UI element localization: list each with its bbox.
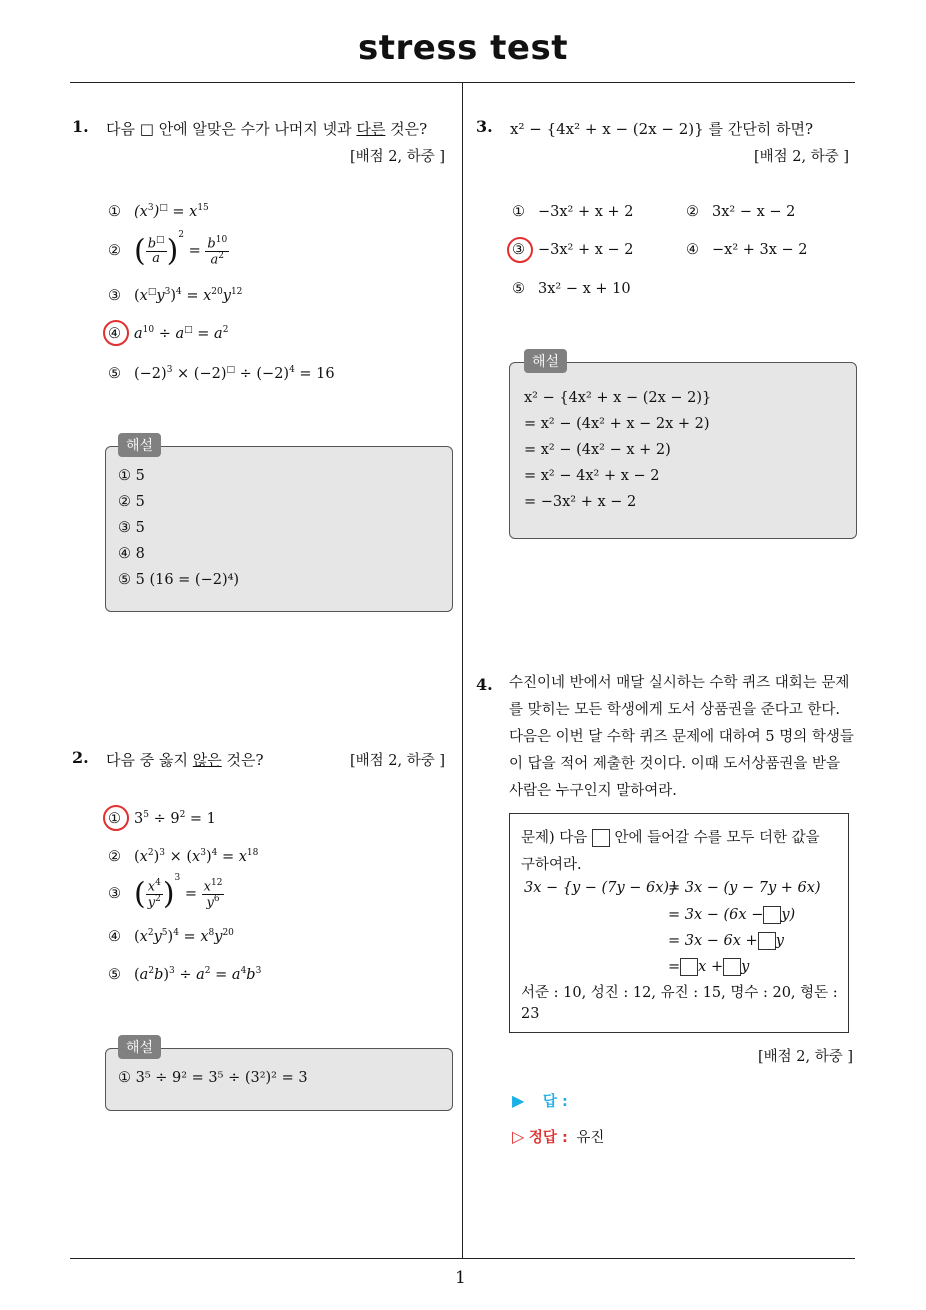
blank-square xyxy=(680,958,698,976)
play-outline-icon: ▷ xyxy=(512,1127,525,1146)
question-4-score: [배점 2, 하중 ] xyxy=(758,1049,854,1065)
q4-answers-line-2: 23 xyxy=(521,1006,540,1022)
q2-option-1-num: ① xyxy=(108,810,121,827)
q3-solution-tag: 해설 xyxy=(524,349,567,373)
question-4-line-5: 사람은 누구인지 말하여라. xyxy=(509,783,677,799)
question-2-text-underlined: 않은 xyxy=(192,751,222,769)
question-1-score: [배점 2, 하중 ] xyxy=(350,149,446,165)
q3-solution-line-2: = x² − (4x² + x − 2x + 2) xyxy=(524,416,710,432)
q4-answers-line-1: 서준 : 10, 성진 : 12, 유진 : 15, 명수 : 20, 형돈 : xyxy=(521,985,838,1001)
q3-option-1-num: ① xyxy=(512,204,525,220)
q3-option-2[interactable] xyxy=(686,204,795,220)
q4-eq1-right: = 3x − (y − 7y + 6x) xyxy=(668,880,821,896)
page-number: 1 xyxy=(455,1268,466,1288)
q1-solution-tag: 해설 xyxy=(118,433,161,457)
q1-option-2-num: ② xyxy=(108,243,121,259)
q1-option-4-num: ④ xyxy=(108,325,121,342)
q3-option-3-text: −3x² + x − 2 xyxy=(538,242,634,258)
q2-option-2[interactable]: ② $(x^2)^3 \times (x^3)^4 = x^{18}$ xyxy=(108,848,259,865)
q2-solution-line-1: ① 3⁵ ÷ 9² = 3⁵ ÷ (3²)² = 3 xyxy=(118,1070,308,1086)
q1-option-2[interactable]: ② ( $\frac{b^□}{a}$ )$^2$ = $\frac{b^{10}}{a^2}$ xyxy=(108,230,228,269)
q3-option-1-text: −3x² + x + 2 xyxy=(538,204,634,220)
blank-square xyxy=(758,932,776,950)
question-1-text xyxy=(106,118,427,139)
q1-option-1-num: ① xyxy=(108,203,121,220)
question-4-line-3: 다음은 이번 달 수학 퀴즈 문제에 대하여 5 명의 학생들 xyxy=(509,729,854,745)
play-filled-icon: ▶ xyxy=(512,1091,525,1110)
q3-option-5-num: ⑤ xyxy=(512,281,525,297)
question-4-line-1: 수진이네 반에서 매달 실시하는 수학 퀴즈 대회는 문제 xyxy=(509,675,850,691)
q1-option-3-num: ③ xyxy=(108,287,121,304)
question-2-text xyxy=(106,749,264,770)
q3-option-4-num: ④ xyxy=(686,242,699,258)
q2-marked-answer-circle xyxy=(103,805,129,831)
q4-eq4-c: y xyxy=(741,959,750,975)
q4-problem-line-1 xyxy=(521,826,820,847)
q4-eq3 xyxy=(668,932,784,950)
question-3-text: x² − {4x² + x − (2x − 2)} 를 간단히 하면? xyxy=(510,120,813,138)
question-1-text-underlined: 다른 xyxy=(356,120,386,138)
q1-option-1[interactable]: ① $(x^3)^□ = x^{15}$ xyxy=(108,203,209,220)
q2-option-4[interactable]: ④ $(x^2y^5)^4 = x^8y^{20}$ xyxy=(108,928,234,945)
q4-eq3-b: y xyxy=(775,933,784,949)
q4-eq2 xyxy=(668,906,795,924)
question-4-line-2: 를 맞히는 모든 학생에게 도서 상품권을 준다고 한다. xyxy=(509,702,841,718)
question-1-text-before: 다음 □ 안에 알맞은 수가 나머지 넷과 xyxy=(106,120,357,138)
q4-eq4-b: x + xyxy=(698,959,724,975)
question-1-number: 1. xyxy=(72,117,89,136)
q4-problem-line-2: 구하여라. xyxy=(521,857,582,873)
q1-option-5-num: ⑤ xyxy=(108,365,121,382)
blank-square xyxy=(763,906,781,924)
q4-eq4-a: = xyxy=(668,959,681,975)
blank-square xyxy=(592,829,610,847)
q4-eq3-a: = 3x − 6x + xyxy=(668,933,758,949)
q1-option-5[interactable]: ⑤ $(-2)^3 \times (-2)^□ \div (-2)^4 = 16$ xyxy=(108,365,335,382)
q3-marked-answer-circle xyxy=(507,237,533,263)
q3-option-5-text: 3x² − x + 10 xyxy=(538,281,631,297)
question-2-number: 2. xyxy=(72,748,89,767)
q4-eq1-left: 3x − {y − (7y − 6x)} xyxy=(524,880,679,896)
q2-option-4-num: ④ xyxy=(108,928,121,945)
q1-solution-line-1: ① 5 xyxy=(118,468,145,484)
q3-option-3-num: ③ xyxy=(512,242,525,258)
q4-eq2-b: y) xyxy=(781,907,796,923)
q1-option-3[interactable]: ③ $(x^□y^3)^4 = x^{20}y^{12}$ xyxy=(108,287,243,304)
q1-marked-answer-circle xyxy=(103,320,129,346)
q1-solution-line-4: ④ 8 xyxy=(118,546,145,562)
q4-problem-line-1b: 안에 들어갈 수를 모두 더한 값을 xyxy=(614,830,820,846)
question-1-text-after: 것은? xyxy=(385,120,428,138)
q1-solution-line-3: ③ 5 xyxy=(118,520,145,536)
q2-option-5-num: ⑤ xyxy=(108,966,121,983)
q4-answer-row xyxy=(512,1090,568,1111)
q3-solution-line-1: x² − {4x² + x − (2x − 2)} xyxy=(524,390,712,406)
question-2-text-after: 것은? xyxy=(221,751,264,769)
question-3-score: [배점 2, 하중 ] xyxy=(754,149,850,165)
q2-solution-tag: 해설 xyxy=(118,1035,161,1059)
q4-eq4 xyxy=(668,958,749,976)
question-4-number: 4. xyxy=(476,675,493,694)
question-2-score: [배점 2, 하중 ] xyxy=(350,753,446,769)
q3-option-4[interactable] xyxy=(686,242,808,258)
column-divider xyxy=(462,82,463,1258)
blank-square xyxy=(723,958,741,976)
q1-solution-line-2: ② 5 xyxy=(118,494,145,510)
footer-divider xyxy=(70,1258,855,1259)
q3-option-5[interactable] xyxy=(512,281,631,297)
question-4-line-4: 이 답을 적어 제출한 것이다. 이때 도서상품권을 받을 xyxy=(509,756,841,772)
q3-option-2-text: 3x² − x − 2 xyxy=(712,204,796,220)
q2-option-2-num: ② xyxy=(108,848,121,865)
q4-problem-line-1a: 문제) 다음 xyxy=(521,830,588,846)
q4-eq2-a: = 3x − (6x − xyxy=(668,907,764,923)
q1-option-4[interactable]: ④ $a^{10} \div a^□ = a^2$ xyxy=(108,325,229,342)
q3-option-1[interactable] xyxy=(512,204,634,220)
q2-option-1[interactable]: ① $3^5 \div 9^2 = 1$ xyxy=(108,810,216,827)
question-4-text xyxy=(509,670,857,805)
q4-answer-label: 답 : xyxy=(542,1094,568,1110)
q3-solution-line-5: = −3x² + x − 2 xyxy=(524,494,637,510)
question-2-text-before: 다음 중 옳지 xyxy=(106,751,193,769)
q3-solution-line-4: = x² − 4x² + x − 2 xyxy=(524,468,660,484)
q3-solution-line-3: = x² − (4x² − x + 2) xyxy=(524,442,671,458)
q2-option-3-num: ③ xyxy=(108,886,121,902)
q2-option-5[interactable]: ⑤ $(a^2b)^3 \div a^2 = a^4b^3$ xyxy=(108,966,262,983)
q1-solution-line-5: ⑤ 5 (16 = (−2)⁴) xyxy=(118,572,240,588)
q4-correct-value: 유진 xyxy=(576,1130,605,1146)
question-3-number: 3. xyxy=(476,117,493,136)
q2-option-3[interactable]: ③ ( $\frac{x^4}{y^2}$ )$^3$ = $\frac{x^{12}}{y^6}$ xyxy=(108,873,223,912)
q4-correct-label: 정답 : xyxy=(528,1130,568,1146)
q3-option-2-num: ② xyxy=(686,204,699,220)
q3-option-4-text: −x² + 3x − 2 xyxy=(712,242,808,258)
page-title: stress test xyxy=(358,28,568,68)
q4-correct-row xyxy=(512,1126,604,1147)
